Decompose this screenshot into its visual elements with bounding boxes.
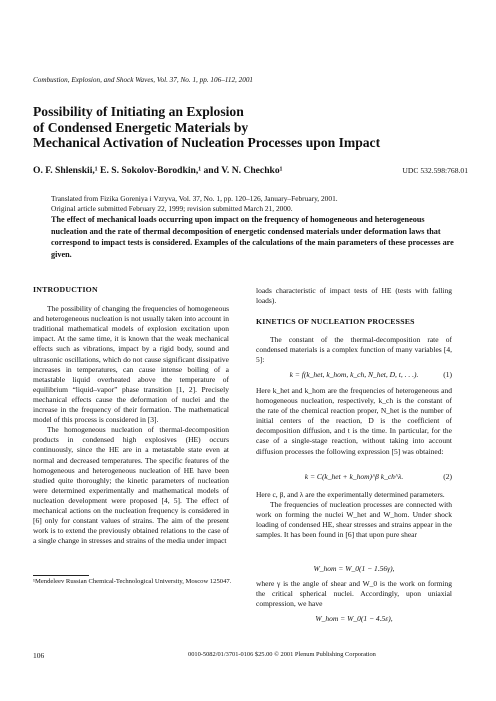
body-paragraph: The frequencies of nucleation processes are connected with work on forming the nuclei W_het and W_hom. Under shock loading of condensed HE, shear stresses and strains appear in the samples. It has been found in [6] that upon pure shear: [256, 500, 452, 540]
title-line: Possibility of Initiating an Explosion: [33, 104, 244, 119]
left-column: [33, 285, 229, 546]
copyright-line: 0010-5082/01/3701-0106 $25.00 © 2001 Plenum Publishing Corporation: [188, 651, 376, 658]
equation-text: W_hom = W_0(1 − 4.5ε),: [315, 614, 393, 623]
right-column-top: [256, 286, 452, 366]
equation-1: [256, 370, 452, 380]
title-line: Mechanical Activation of Nucleation Processes upon Impact: [33, 135, 381, 150]
body-paragraph: where γ is the angle of shear and W_0 is the work on forming the critical spherical nuclei. Accordingly, upon uniaxial compression, we have: [256, 579, 452, 609]
equation-3: [256, 564, 452, 574]
intro-heading: INTRODUCTION: [33, 285, 98, 294]
body-paragraph: Here k_het and k_hom are the frequencies of heterogeneous and homogeneous nucleation, respectively, k_ch is the constant of the rate of the chemical reaction proper, N_het is the number of initial centers of the reaction, D is the coefficient of decomposition diffusion, and t is the time. In particular, for the case of a single-stage reaction, without taking into account diffusion processes the following expression [5] was obtained:: [256, 386, 452, 456]
intro-paragraph: The homogeneous nucleation of thermal-decomposition products in condensed high explosives (HE) occurs continuously, since the HE are in a metastable state even at normal and decreased temperatures. The specific features of the homogeneous and heterogeneous nucleation of HE have been studied quite thoroughly; the kinetic parameters of nucleation were determined experimentally and mathematical models of nucleation development were proposed [4, 5]. The effect of mechanical actions on the nucleation frequency is considered in [6] only for constant values of strains. The aim of the present work is to extend the previously obtained relations to the case of a single change in stresses and strains of the media under impact: [33, 425, 229, 546]
body-paragraph: The constant of the thermal-decomposition rate of condensed materials is a complex function of many variables [4, 5]:: [256, 335, 452, 365]
journal-citation: Combustion, Explosion, and Shock Waves, Vol. 37, No. 1, pp. 106–112, 2001: [33, 76, 254, 84]
right-column-mid: [256, 386, 452, 457]
right-column-bottom: [256, 579, 452, 609]
kinetics-heading: KINETICS OF NUCLEATION PROCESSES: [256, 317, 415, 327]
equation-text: W_hom = W_0(1 − 1.56γ),: [313, 564, 395, 573]
footnote-rule: [33, 575, 89, 576]
title-line: of Condensed Energetic Materials by: [33, 119, 249, 135]
equation-text: k = f(k_het, k_hom, k_ch, N_het, D, t, . . .).: [289, 370, 419, 379]
equation-number: (2): [443, 472, 452, 481]
abstract: The effect of mechanical loads occurring upon impact on the frequency of homogeneous and heterogeneous nucleation and the rate of thermal decomposition of energetic condensed materials under deformation laws that correspond to impact tests is considered. Examples of the calculations of the main parameters of these processes are given.: [51, 215, 454, 259]
continued-text: loads characteristic of impact tests of HE (tests with falling loads).: [256, 286, 452, 306]
equation-2: [256, 472, 452, 482]
submission-dates: Original article submitted February 22, 1999; revision submitted March 21, 2000.: [51, 204, 293, 213]
translation-note: [51, 194, 471, 214]
equation-number: (1): [443, 370, 452, 379]
right-column-low: [256, 490, 452, 540]
page-number: 106: [33, 651, 45, 660]
intro-paragraph: The possibility of changing the frequencies of homogeneous and heterogeneous nucleation is not usually taken into account in traditional mathematical models of explosion excitation upon impact. At the same time, it is known that the weak mechanical effects such as vibrations, impact by a rigid body, sound and ultrasonic oscillations, which do not cause significant dissipative increases in temperatures, can cause intense boiling of a metastable liquid overheated above the temperature of equilibrium “liquid–vapor” phase transition [1, 2]. Precisely mechanical effects cause the deformation of nuclei and the increase in the frequency of their formation. The mathematical model of this process is considered in [3].: [33, 304, 229, 425]
udc-code: UDC 532.598:768.01: [402, 166, 468, 175]
translated-from: Translated from Fizika Goreniya i Vzryva, Vol. 37, No. 1, pp. 120–126, January–February, 2001.: [51, 194, 338, 203]
authors: O. F. Shlenskii,¹ E. S. Sokolov-Borodkin,¹ and V. N. Chechko¹: [33, 165, 283, 176]
equation-text: k = C(k_het + k_hom)^β k_ch^λ.: [304, 472, 404, 481]
equation-4: [256, 614, 452, 624]
body-paragraph: Here c, β, and λ are the experimentally determined parameters.: [256, 490, 445, 499]
authors-row: [33, 165, 468, 176]
footnote: ¹Mendeleev Russian Chemical-Technological University, Moscow 125047.: [33, 578, 232, 585]
article-title: [33, 104, 463, 151]
